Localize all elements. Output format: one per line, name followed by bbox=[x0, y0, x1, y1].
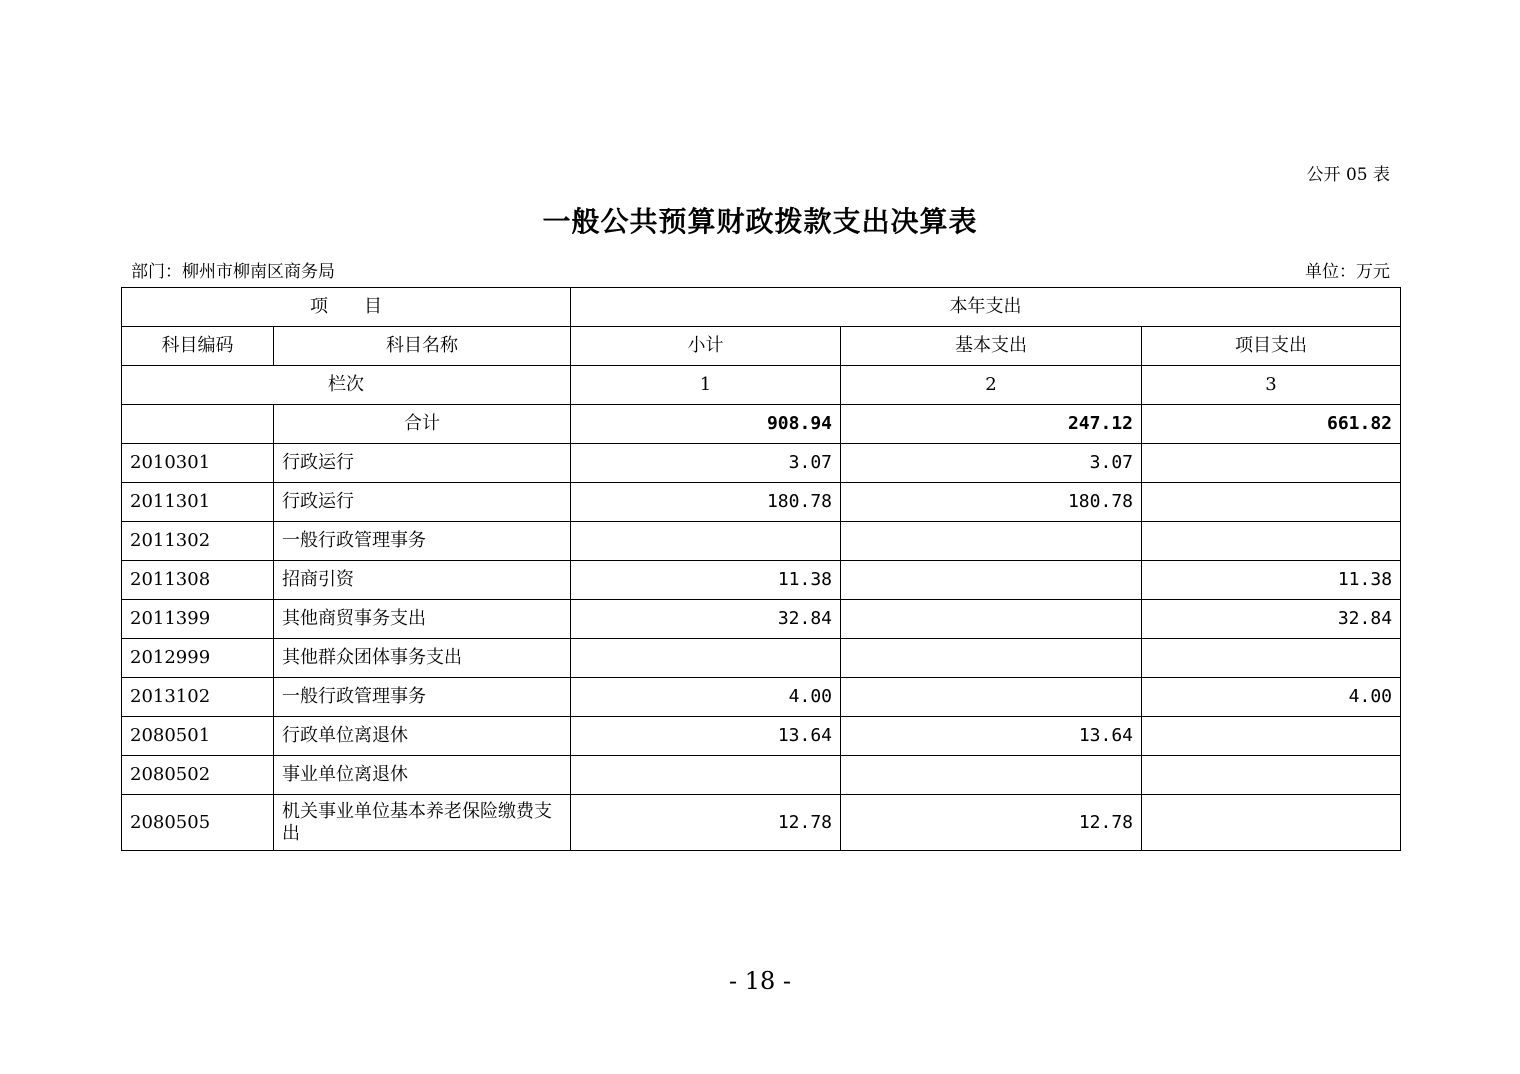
table-row bbox=[122, 678, 1401, 717]
header-current-year: 本年支出 bbox=[571, 288, 1401, 327]
expenditure-table bbox=[121, 287, 1401, 851]
row-name: 其他商贸事务支出 bbox=[274, 600, 571, 639]
row-subtotal: 32.84 bbox=[571, 600, 841, 639]
row-basic: 3.07 bbox=[841, 444, 1142, 483]
row-code: 2010301 bbox=[122, 444, 274, 483]
row-code: 2011302 bbox=[122, 522, 274, 561]
row-code: 2011399 bbox=[122, 600, 274, 639]
row-code: 2011308 bbox=[122, 561, 274, 600]
row-subtotal: 180.78 bbox=[571, 483, 841, 522]
row-project bbox=[1142, 639, 1401, 678]
header-code: 科目编码 bbox=[122, 327, 274, 366]
row-subtotal: 13.64 bbox=[571, 717, 841, 756]
header-item: 项 目 bbox=[122, 288, 571, 327]
row-name: 一般行政管理事务 bbox=[274, 522, 571, 561]
total-row bbox=[122, 405, 1401, 444]
table-row bbox=[122, 756, 1401, 795]
table-row bbox=[122, 522, 1401, 561]
row-code: 2012999 bbox=[122, 639, 274, 678]
row-name: 行政单位离退休 bbox=[274, 717, 571, 756]
table-row bbox=[122, 600, 1401, 639]
page-title: 一般公共预算财政拨款支出决算表 bbox=[542, 205, 978, 238]
row-subtotal bbox=[571, 522, 841, 561]
table-row bbox=[122, 444, 1401, 483]
table-row bbox=[122, 483, 1401, 522]
column-index-row bbox=[122, 366, 1401, 405]
row-basic bbox=[841, 639, 1142, 678]
total-project: 661.82 bbox=[1142, 405, 1401, 444]
total-basic: 247.12 bbox=[841, 405, 1142, 444]
table-row bbox=[122, 639, 1401, 678]
row-name: 机关事业单位基本养老保险缴费支出 bbox=[274, 795, 571, 851]
row-basic bbox=[841, 561, 1142, 600]
row-basic: 13.64 bbox=[841, 717, 1142, 756]
total-code bbox=[122, 405, 274, 444]
column-index-label: 栏次 bbox=[122, 366, 571, 405]
row-code: 2011301 bbox=[122, 483, 274, 522]
header-subtotal: 小计 bbox=[571, 327, 841, 366]
row-code: 2080501 bbox=[122, 717, 274, 756]
row-subtotal: 3.07 bbox=[571, 444, 841, 483]
total-subtotal: 908.94 bbox=[571, 405, 841, 444]
row-code: 2080502 bbox=[122, 756, 274, 795]
row-basic bbox=[841, 678, 1142, 717]
row-name: 招商引资 bbox=[274, 561, 571, 600]
header-row-2 bbox=[122, 327, 1401, 366]
form-number: 公开 05 表 bbox=[1306, 165, 1390, 185]
row-name: 一般行政管理事务 bbox=[274, 678, 571, 717]
column-index-1: 1 bbox=[571, 366, 841, 405]
table-row bbox=[122, 795, 1401, 851]
row-subtotal bbox=[571, 639, 841, 678]
unit-label: 单位：万元 bbox=[1305, 262, 1390, 282]
row-subtotal: 11.38 bbox=[571, 561, 841, 600]
row-project: 11.38 bbox=[1142, 561, 1401, 600]
column-index-3: 3 bbox=[1142, 366, 1401, 405]
header-row-1 bbox=[122, 288, 1401, 327]
row-basic: 12.78 bbox=[841, 795, 1142, 851]
row-project bbox=[1142, 522, 1401, 561]
row-code: 2013102 bbox=[122, 678, 274, 717]
total-label: 合计 bbox=[274, 405, 571, 444]
row-basic bbox=[841, 600, 1142, 639]
row-code: 2080505 bbox=[122, 795, 274, 851]
row-basic: 180.78 bbox=[841, 483, 1142, 522]
row-subtotal bbox=[571, 756, 841, 795]
row-project: 4.00 bbox=[1142, 678, 1401, 717]
row-name: 事业单位离退休 bbox=[274, 756, 571, 795]
header-name: 科目名称 bbox=[274, 327, 571, 366]
row-name: 行政运行 bbox=[274, 444, 571, 483]
row-name: 行政运行 bbox=[274, 483, 571, 522]
table-row bbox=[122, 717, 1401, 756]
table-row bbox=[122, 561, 1401, 600]
row-project bbox=[1142, 717, 1401, 756]
row-project bbox=[1142, 756, 1401, 795]
header-project: 项目支出 bbox=[1142, 327, 1401, 366]
row-project: 32.84 bbox=[1142, 600, 1401, 639]
column-index-2: 2 bbox=[841, 366, 1142, 405]
row-name: 其他群众团体事务支出 bbox=[274, 639, 571, 678]
row-project bbox=[1142, 483, 1401, 522]
page-number: - 18 - bbox=[728, 967, 791, 995]
department-label: 部门：柳州市柳南区商务局 bbox=[131, 262, 335, 282]
header-basic: 基本支出 bbox=[841, 327, 1142, 366]
row-subtotal: 4.00 bbox=[571, 678, 841, 717]
row-subtotal: 12.78 bbox=[571, 795, 841, 851]
row-basic bbox=[841, 522, 1142, 561]
row-basic bbox=[841, 756, 1142, 795]
row-project bbox=[1142, 795, 1401, 851]
row-project bbox=[1142, 444, 1401, 483]
